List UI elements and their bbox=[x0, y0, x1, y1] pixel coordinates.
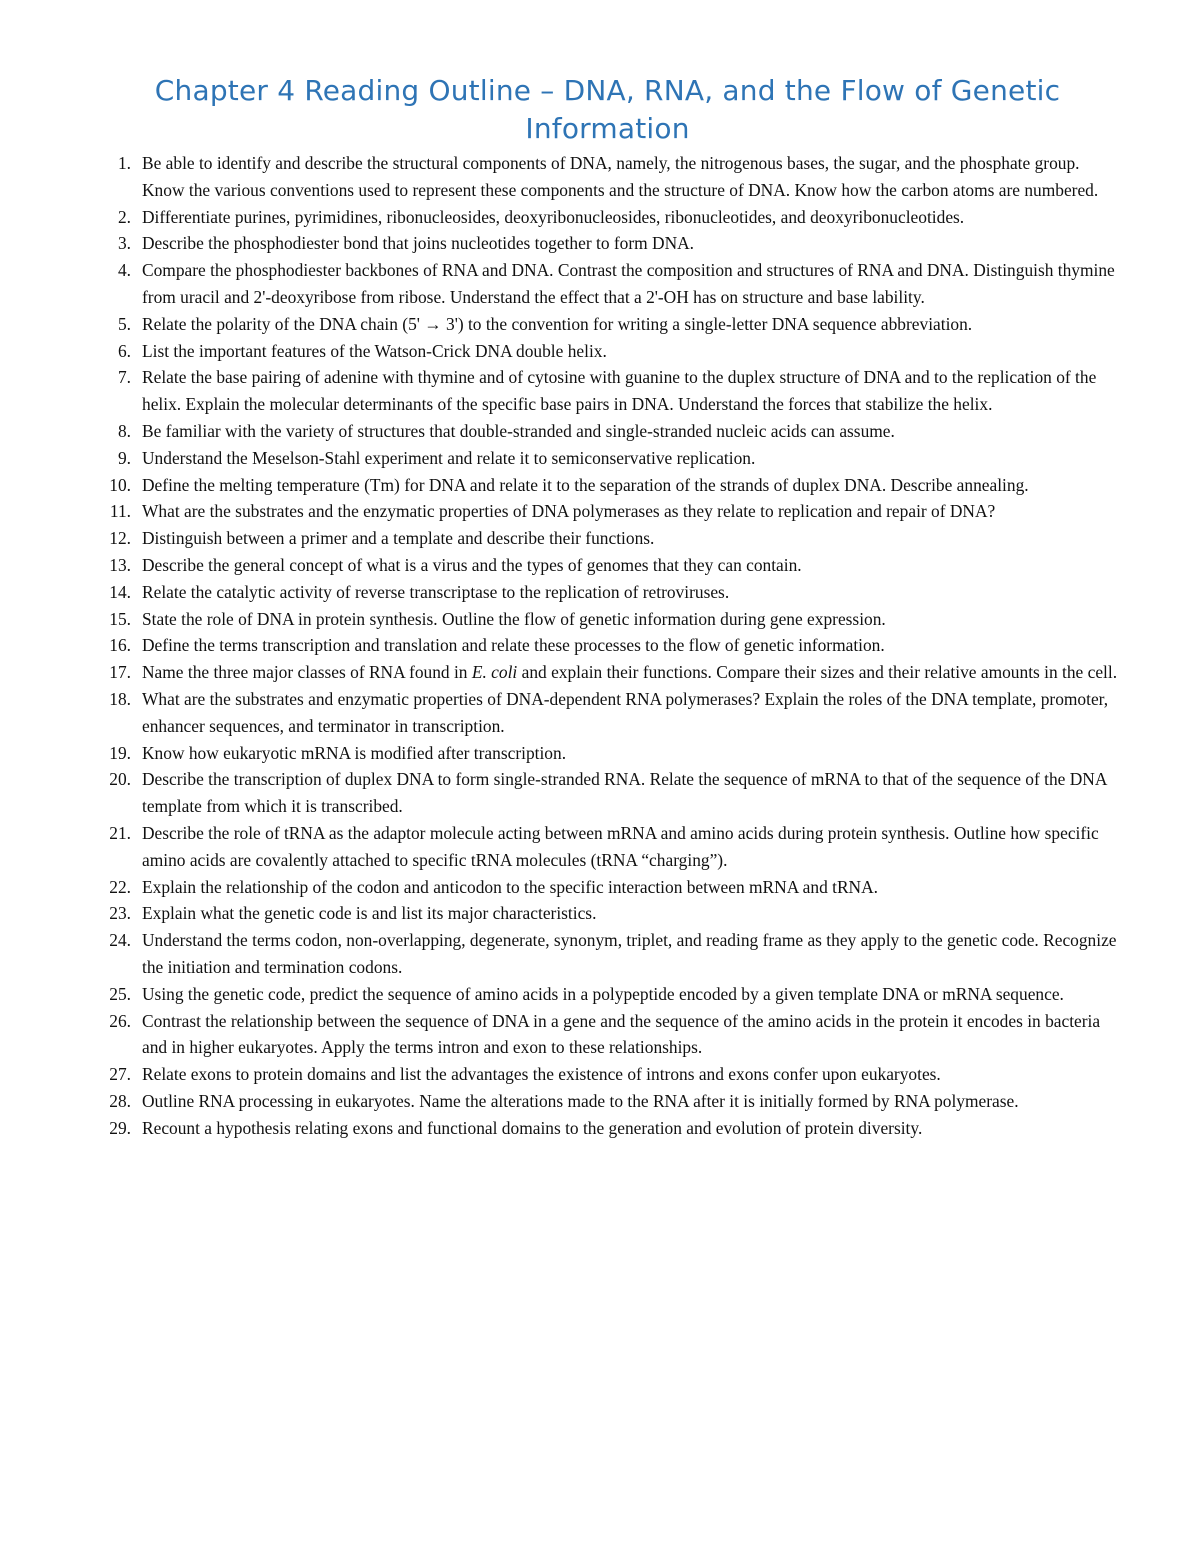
list-item bbox=[97, 1115, 1118, 1142]
item-number: 22. bbox=[109, 876, 131, 897]
list-item bbox=[97, 900, 1118, 927]
item-text: State the role of DNA in protein synthesis. Outline the flow of genetic information during gene expression. bbox=[142, 608, 886, 629]
item-number: 28. bbox=[109, 1090, 131, 1111]
item-number: 13. bbox=[109, 554, 131, 575]
item-text: Relate the polarity of the DNA chain (5' → 3') to the convention for writing a single-letter DNA sequence abbreviation. bbox=[142, 313, 973, 334]
list-item bbox=[97, 632, 1118, 659]
item-text: Contrast the relationship between the sequence of DNA in a gene and the sequence of the amino acids in the protein it encodes in bacteria and in higher eukaryotes. Apply the terms intron and exon to these relationships. bbox=[142, 1010, 1101, 1058]
item-number: 4. bbox=[117, 260, 131, 281]
list-item bbox=[97, 498, 1118, 525]
item-number: 17. bbox=[109, 662, 131, 683]
organism-name: E. coli bbox=[471, 662, 518, 683]
item-number: 5. bbox=[117, 313, 131, 334]
list-item bbox=[97, 1088, 1118, 1115]
item-text: Describe the transcription of duplex DNA to form single-stranded RNA. Relate the sequence of mRNA to that of the sequence of the DNA template from which it is transcribed. bbox=[142, 769, 1107, 817]
item-number: 15. bbox=[109, 608, 131, 629]
item-text: Outline RNA processing in eukaryotes. Name the alterations made to the RNA after it is initially formed by RNA polymerase. bbox=[142, 1090, 1019, 1111]
item-number: 20. bbox=[109, 769, 131, 790]
item-number: 26. bbox=[109, 1010, 131, 1031]
item-number: 9. bbox=[117, 447, 131, 468]
item-text-start: Name the three major classes of RNA found in bbox=[142, 662, 472, 683]
list-item bbox=[97, 552, 1118, 579]
item-number: 10. bbox=[109, 474, 131, 495]
list-item bbox=[97, 820, 1118, 874]
item-number: 8. bbox=[117, 420, 131, 441]
item-text: Describe the phosphodiester bond that joins nucleotides together to form DNA. bbox=[142, 233, 695, 254]
list-item bbox=[97, 874, 1118, 901]
item-number: 11. bbox=[109, 501, 131, 522]
list-item bbox=[97, 579, 1118, 606]
list-item bbox=[97, 686, 1118, 740]
item-text: Describe the role of tRNA as the adaptor molecule acting between mRNA and amino acids during protein synthesis. Outline how specific amino acids are covalently attached to specific tRNA molecules (tRNA “charging”). bbox=[142, 822, 1099, 870]
item-number: 7. bbox=[117, 367, 131, 388]
item-text: Be able to identify and describe the structural components of DNA, namely, the nitrogenous bases, the sugar, and the phosphate group. Know the various conventions used to represent these components and the structure of DNA. Know how the carbon atoms are numbered. bbox=[142, 153, 1099, 200]
item-number: 1. bbox=[117, 153, 131, 173]
item-text: Understand the Meselson-Stahl experiment and relate it to semiconservative replication. bbox=[142, 447, 756, 468]
item-text: Relate exons to protein domains and list the advantages the existence of introns and exons confer upon eukaryotes. bbox=[142, 1064, 941, 1085]
list-item bbox=[97, 472, 1118, 499]
list-item bbox=[97, 150, 1118, 204]
item-number: 2. bbox=[117, 206, 131, 227]
list-item bbox=[97, 364, 1118, 418]
list-item bbox=[97, 525, 1118, 552]
item-number: 25. bbox=[109, 983, 131, 1004]
list-item bbox=[97, 257, 1118, 311]
item-number: 19. bbox=[109, 742, 131, 763]
item-text: Be familiar with the variety of structures that double-stranded and single-stranded nucleic acids can assume. bbox=[142, 420, 895, 441]
item-number: 6. bbox=[117, 340, 131, 361]
list-item bbox=[97, 766, 1118, 820]
list-item bbox=[97, 981, 1118, 1008]
item-text: What are the substrates and enzymatic properties of DNA-dependent RNA polymerases? Explain the roles of the DNA template, promoter, enhancer sequences, and terminator in transcription. bbox=[142, 688, 1109, 736]
item-text: Distinguish between a primer and a template and describe their functions. bbox=[142, 528, 655, 549]
list-item bbox=[97, 1008, 1118, 1062]
list-item bbox=[97, 927, 1118, 981]
list-item bbox=[97, 740, 1118, 767]
item-number: 23. bbox=[109, 903, 131, 924]
list-item bbox=[97, 418, 1118, 445]
item-text: Understand the terms codon, non-overlapping, degenerate, synonym, triplet, and reading frame as they apply to the genetic code. Recognize the initiation and termination codons. bbox=[142, 930, 1117, 977]
list-item bbox=[97, 311, 1118, 338]
item-text: Explain the relationship of the codon and anticodon to the specific interaction between mRNA and tRNA. bbox=[142, 876, 879, 897]
list-item bbox=[97, 230, 1118, 257]
item-text: Using the genetic code, predict the sequence of amino acids in a polypeptide encoded by a given template DNA or mRNA sequence. bbox=[142, 983, 1064, 1004]
item-number: 12. bbox=[109, 528, 131, 549]
reading-outline-list bbox=[97, 150, 1118, 1141]
item-text: Relate the catalytic activity of reverse transcriptase to the replication of retroviruses. bbox=[142, 581, 730, 602]
item-text: Recount a hypothesis relating exons and functional domains to the generation and evolution of protein diversity. bbox=[142, 1117, 923, 1138]
list-item bbox=[97, 1061, 1118, 1088]
item-text: Know how eukaryotic mRNA is modified after transcription. bbox=[142, 742, 567, 763]
item-text: Define the terms transcription and translation and relate these processes to the flow of genetic information. bbox=[142, 635, 885, 656]
item-text: List the important features of the Watson-Crick DNA double helix. bbox=[142, 340, 607, 361]
item-text: Compare the phosphodiester backbones of RNA and DNA. Contrast the composition and structures of RNA and DNA. Distinguish thymine from uracil and 2'-deoxyribose from ribose. Understand the effect that a 2'-OH has on structure and base lability. bbox=[142, 260, 1115, 307]
list-item bbox=[97, 204, 1118, 231]
item-number: 16. bbox=[109, 635, 131, 656]
list-item bbox=[97, 445, 1118, 472]
item-text: What are the substrates and the enzymatic properties of DNA polymerases as they relate to replication and repair of DNA? bbox=[142, 501, 996, 522]
item-number: 3. bbox=[117, 233, 131, 254]
list-item bbox=[97, 659, 1118, 686]
item-number: 18. bbox=[109, 688, 131, 709]
item-text: Relate the base pairing of adenine with thymine and of cytosine with guanine to the duplex structure of DNA and to the replication of the helix. Explain the molecular determinants of the specific base pairs in DNA. Understand the forces that stabilize the helix. bbox=[142, 367, 1097, 415]
item-text: Explain what the genetic code is and list its major characteristics. bbox=[142, 903, 597, 924]
item-number: 24. bbox=[109, 930, 131, 951]
document-title: Chapter 4 Reading Outline – DNA, RNA, and the Flow of Genetic Information bbox=[154, 74, 1061, 145]
item-number: 14. bbox=[109, 581, 131, 602]
item-text: Differentiate purines, pyrimidines, ribonucleosides, deoxyribonucleosides, ribonucleotides, and deoxyribonucleotides. bbox=[142, 206, 965, 227]
item-number: 29. bbox=[109, 1117, 131, 1138]
item-text: Describe the general concept of what is a virus and the types of genomes that they can contain. bbox=[142, 554, 802, 575]
item-text: Define the melting temperature (Tm) for DNA and relate it to the separation of the strands of duplex DNA. Describe annealing. bbox=[142, 474, 1029, 495]
item-text-end: and explain their functions. Compare their sizes and their relative amounts in the cell. bbox=[517, 662, 1118, 683]
item-number: 27. bbox=[109, 1064, 131, 1085]
list-item bbox=[97, 606, 1118, 633]
item-number: 21. bbox=[109, 822, 131, 843]
list-item bbox=[97, 338, 1118, 365]
